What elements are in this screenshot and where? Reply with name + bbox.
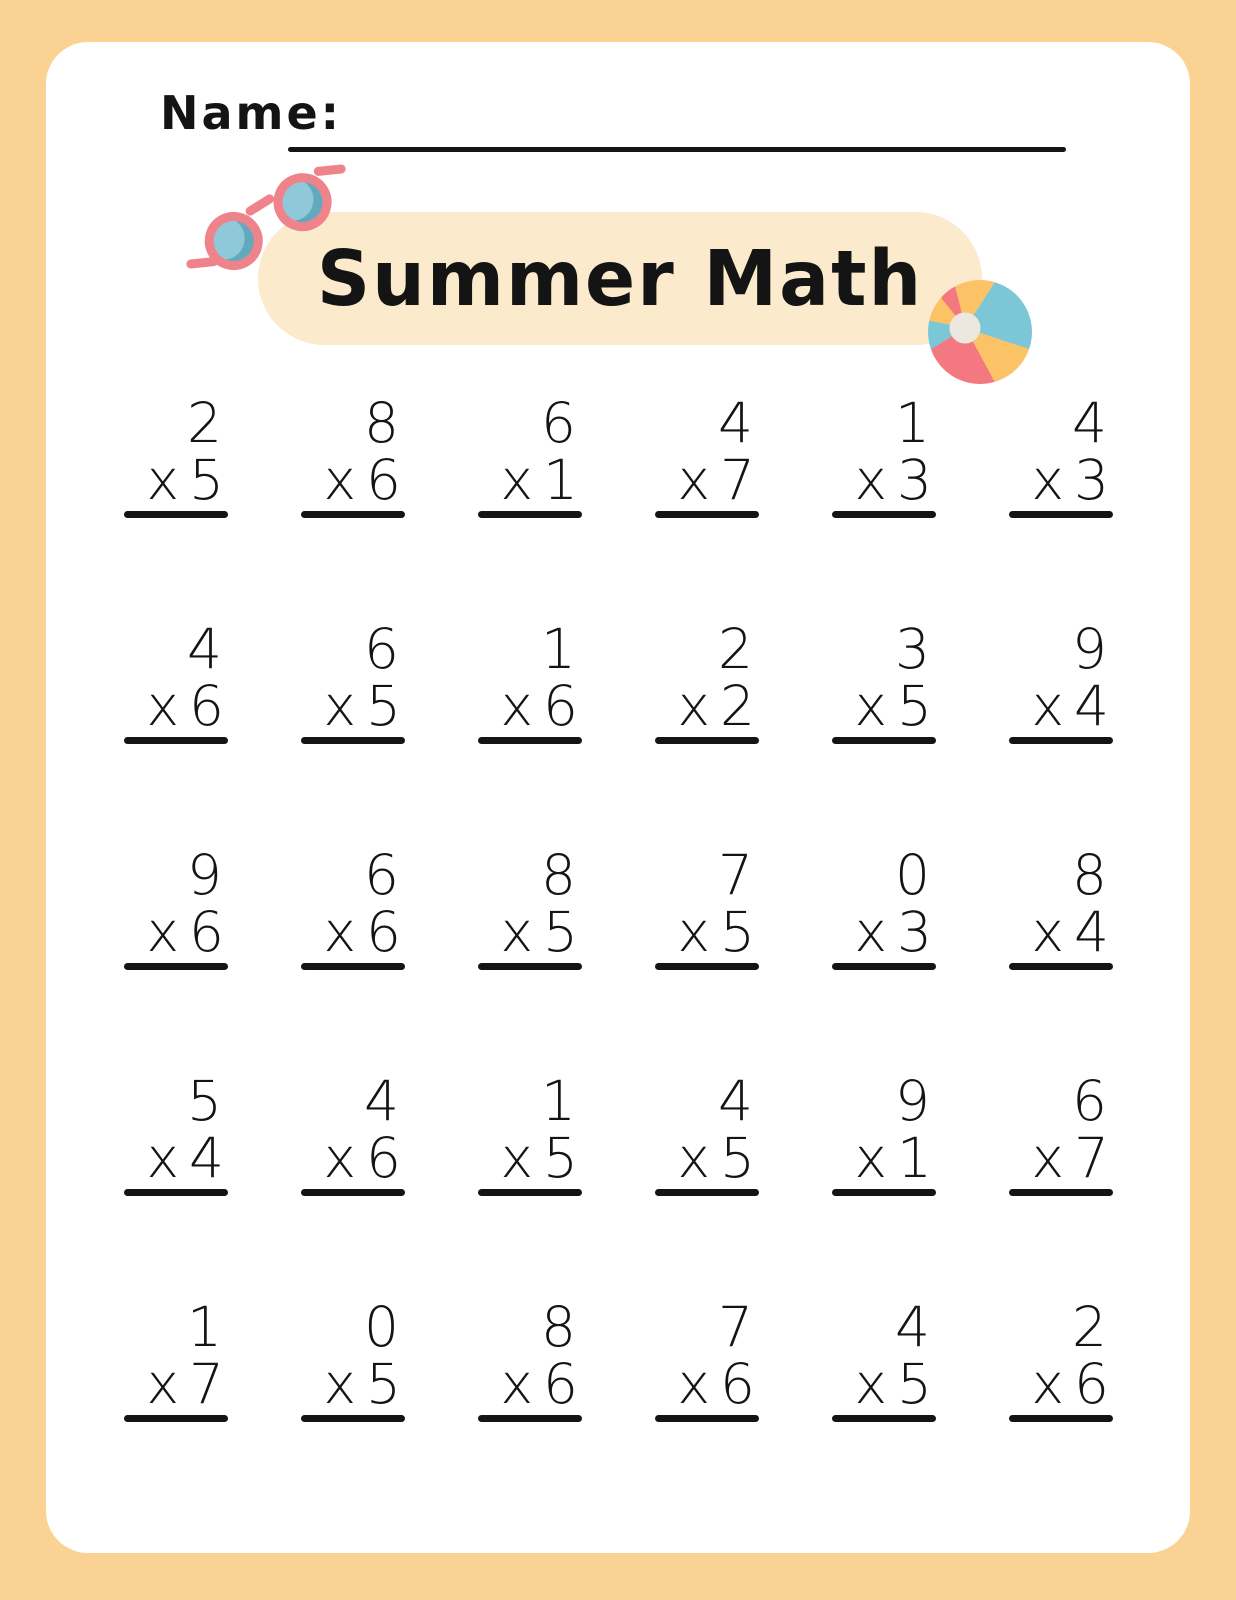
problem-cell xyxy=(1009,1069,1113,1196)
problem-bottom-row xyxy=(832,1126,936,1190)
problem-cell xyxy=(832,1069,936,1196)
problem-cell xyxy=(301,1069,405,1196)
multiplicand: 4 xyxy=(895,1295,930,1359)
multiply-sign: x xyxy=(146,1126,179,1190)
multiplier: 6 xyxy=(720,1352,755,1416)
multiplier: 4 xyxy=(189,1126,224,1190)
problem-bottom-row xyxy=(301,1352,405,1416)
problem-cell xyxy=(301,1295,405,1422)
multiplier: 6 xyxy=(543,1352,578,1416)
multiplicand: 1 xyxy=(541,617,576,681)
answer-line xyxy=(478,511,582,518)
answer-line xyxy=(301,511,405,518)
problem-cell xyxy=(1009,617,1113,744)
problem-cell xyxy=(301,391,405,518)
multiplier: 5 xyxy=(189,448,224,512)
problem-bottom-row xyxy=(1009,1126,1113,1190)
problem-bottom-row xyxy=(478,448,582,512)
multiplicand: 0 xyxy=(364,1295,399,1359)
multiplier: 4 xyxy=(1074,900,1109,964)
multiplier: 6 xyxy=(366,448,401,512)
multiplicand: 2 xyxy=(718,617,753,681)
multiplicand: 6 xyxy=(1072,1069,1107,1133)
multiply-sign: x xyxy=(146,900,179,964)
problem-cell xyxy=(655,617,759,744)
multiplier: 1 xyxy=(897,1126,932,1190)
problem-bottom-row xyxy=(1009,1352,1113,1416)
multiplier: 6 xyxy=(543,674,578,738)
problem-bottom-row xyxy=(124,674,228,738)
multiplier: 6 xyxy=(1074,1352,1109,1416)
multiplicand: 8 xyxy=(541,1295,576,1359)
problem-cell xyxy=(1009,391,1113,518)
multiplicand: 5 xyxy=(187,1069,222,1133)
problem-bottom-row xyxy=(655,1352,759,1416)
multiply-sign: x xyxy=(677,900,710,964)
multiplicand: 8 xyxy=(541,843,576,907)
title-banner xyxy=(258,212,982,345)
problem-cell xyxy=(832,843,936,970)
multiplier: 5 xyxy=(897,1352,932,1416)
problem-bottom-row xyxy=(655,900,759,964)
multiply-sign: x xyxy=(1031,900,1064,964)
multiplier: 6 xyxy=(366,1126,401,1190)
problem-cell xyxy=(301,843,405,970)
multiplicand: 0 xyxy=(895,843,930,907)
answer-line xyxy=(655,511,759,518)
answer-line xyxy=(1009,1415,1113,1422)
answer-line xyxy=(832,737,936,744)
problem-bottom-row xyxy=(301,448,405,512)
answer-line xyxy=(301,1415,405,1422)
problem-cell xyxy=(478,391,582,518)
beach-ball-center xyxy=(950,312,981,343)
multiplier: 3 xyxy=(897,900,932,964)
multiply-sign: x xyxy=(854,900,887,964)
page-title: Summer Math xyxy=(316,233,924,324)
problem-cell xyxy=(124,1069,228,1196)
multiplier: 5 xyxy=(543,900,578,964)
problem-cell xyxy=(478,1295,582,1422)
answer-line xyxy=(832,511,936,518)
problem-bottom-row xyxy=(124,1352,228,1416)
multiply-sign: x xyxy=(1031,674,1064,738)
multiply-sign: x xyxy=(500,900,533,964)
worksheet-page xyxy=(46,42,1190,1553)
problem-cell xyxy=(124,391,228,518)
problem-bottom-row xyxy=(655,1126,759,1190)
multiplicand: 8 xyxy=(364,391,399,455)
multiply-sign: x xyxy=(1031,1352,1064,1416)
answer-line xyxy=(655,737,759,744)
answer-line xyxy=(1009,963,1113,970)
multiply-sign: x xyxy=(500,674,533,738)
multiplicand: 3 xyxy=(895,617,930,681)
multiplicand: 1 xyxy=(541,1069,576,1133)
multiply-sign: x xyxy=(677,1352,710,1416)
multiply-sign: x xyxy=(854,1126,887,1190)
problem-bottom-row xyxy=(655,674,759,738)
answer-line xyxy=(832,1415,936,1422)
problem-cell xyxy=(478,1069,582,1196)
multiplier: 5 xyxy=(897,674,932,738)
problem-bottom-row xyxy=(124,448,228,512)
multiplicand: 6 xyxy=(364,843,399,907)
problems-grid xyxy=(124,391,1113,1422)
multiplicand: 4 xyxy=(718,391,753,455)
name-label: Name: xyxy=(160,86,343,140)
problem-bottom-row xyxy=(1009,448,1113,512)
multiply-sign: x xyxy=(854,1352,887,1416)
problem-bottom-row xyxy=(124,900,228,964)
beach-ball-icon xyxy=(928,280,1032,384)
answer-line xyxy=(301,737,405,744)
answer-line xyxy=(301,963,405,970)
multiplier: 6 xyxy=(189,900,224,964)
answer-line xyxy=(124,737,228,744)
multiplier: 5 xyxy=(366,674,401,738)
answer-line xyxy=(1009,511,1113,518)
multiply-sign: x xyxy=(323,900,356,964)
multiply-sign: x xyxy=(323,1352,356,1416)
multiply-sign: x xyxy=(500,1352,533,1416)
multiplicand: 2 xyxy=(1072,1295,1107,1359)
multiplicand: 4 xyxy=(1072,391,1107,455)
problem-bottom-row xyxy=(832,674,936,738)
problem-cell xyxy=(478,617,582,744)
problem-cell xyxy=(655,1295,759,1422)
problem-bottom-row xyxy=(301,1126,405,1190)
answer-line xyxy=(478,963,582,970)
multiplicand: 8 xyxy=(1072,843,1107,907)
multiplier: 7 xyxy=(1074,1126,1109,1190)
multiplier: 4 xyxy=(1074,674,1109,738)
answer-line xyxy=(655,1415,759,1422)
answer-line xyxy=(124,963,228,970)
multiply-sign: x xyxy=(146,448,179,512)
multiply-sign: x xyxy=(1031,1126,1064,1190)
multiply-sign: x xyxy=(677,674,710,738)
problem-bottom-row xyxy=(301,900,405,964)
multiply-sign: x xyxy=(677,1126,710,1190)
problem-cell xyxy=(832,1295,936,1422)
multiply-sign: x xyxy=(1031,448,1064,512)
multiplier: 3 xyxy=(1074,448,1109,512)
multiplier: 5 xyxy=(543,1126,578,1190)
multiply-sign: x xyxy=(500,1126,533,1190)
multiply-sign: x xyxy=(146,674,179,738)
multiply-sign: x xyxy=(323,1126,356,1190)
problem-cell xyxy=(832,391,936,518)
multiplier: 5 xyxy=(720,900,755,964)
problem-cell xyxy=(124,843,228,970)
problem-cell xyxy=(655,843,759,970)
problem-bottom-row xyxy=(478,900,582,964)
multiplicand: 9 xyxy=(895,1069,930,1133)
answer-line xyxy=(478,737,582,744)
multiplier: 7 xyxy=(720,448,755,512)
answer-line xyxy=(124,1189,228,1196)
multiply-sign: x xyxy=(677,448,710,512)
problem-cell xyxy=(1009,843,1113,970)
answer-line xyxy=(478,1415,582,1422)
problem-cell xyxy=(655,391,759,518)
problem-bottom-row xyxy=(832,1352,936,1416)
multiplier: 6 xyxy=(366,900,401,964)
multiplier: 6 xyxy=(189,674,224,738)
multiplier: 5 xyxy=(366,1352,401,1416)
multiplicand: 1 xyxy=(895,391,930,455)
multiplicand: 4 xyxy=(187,617,222,681)
problem-bottom-row xyxy=(478,674,582,738)
multiplicand: 1 xyxy=(187,1295,222,1359)
problem-cell xyxy=(655,1069,759,1196)
multiplicand: 9 xyxy=(187,843,222,907)
multiplicand: 7 xyxy=(718,1295,753,1359)
multiply-sign: x xyxy=(854,448,887,512)
multiply-sign: x xyxy=(854,674,887,738)
multiply-sign: x xyxy=(500,448,533,512)
problem-cell xyxy=(832,617,936,744)
multiply-sign: x xyxy=(146,1352,179,1416)
sunglasses-bridge xyxy=(244,193,276,218)
answer-line xyxy=(1009,737,1113,744)
answer-line xyxy=(478,1189,582,1196)
multiplier: 7 xyxy=(189,1352,224,1416)
multiplicand: 6 xyxy=(541,391,576,455)
problem-cell xyxy=(124,617,228,744)
problem-cell xyxy=(301,617,405,744)
problem-cell xyxy=(124,1295,228,1422)
answer-line xyxy=(301,1189,405,1196)
problem-bottom-row xyxy=(478,1126,582,1190)
problem-bottom-row xyxy=(832,900,936,964)
name-write-line xyxy=(288,147,1066,152)
problem-bottom-row xyxy=(655,448,759,512)
problem-cell xyxy=(478,843,582,970)
multiplicand: 2 xyxy=(187,391,222,455)
multiplicand: 4 xyxy=(718,1069,753,1133)
problem-bottom-row xyxy=(1009,674,1113,738)
problem-bottom-row xyxy=(478,1352,582,1416)
multiplicand: 7 xyxy=(718,843,753,907)
multiply-sign: x xyxy=(323,674,356,738)
sunglasses-right-arm xyxy=(313,164,346,176)
multiplier: 5 xyxy=(720,1126,755,1190)
multiplier: 3 xyxy=(897,448,932,512)
answer-line xyxy=(655,963,759,970)
answer-line xyxy=(1009,1189,1113,1196)
problem-bottom-row xyxy=(1009,900,1113,964)
multiplicand: 9 xyxy=(1072,617,1107,681)
problem-cell xyxy=(1009,1295,1113,1422)
answer-line xyxy=(124,1415,228,1422)
answer-line xyxy=(832,963,936,970)
answer-line xyxy=(832,1189,936,1196)
answer-line xyxy=(124,511,228,518)
multiplicand: 4 xyxy=(364,1069,399,1133)
multiplicand: 6 xyxy=(364,617,399,681)
answer-line xyxy=(655,1189,759,1196)
multiplier: 1 xyxy=(543,448,578,512)
problem-bottom-row xyxy=(301,674,405,738)
multiplier: 2 xyxy=(720,674,755,738)
problem-bottom-row xyxy=(832,448,936,512)
problem-bottom-row xyxy=(124,1126,228,1190)
multiply-sign: x xyxy=(323,448,356,512)
